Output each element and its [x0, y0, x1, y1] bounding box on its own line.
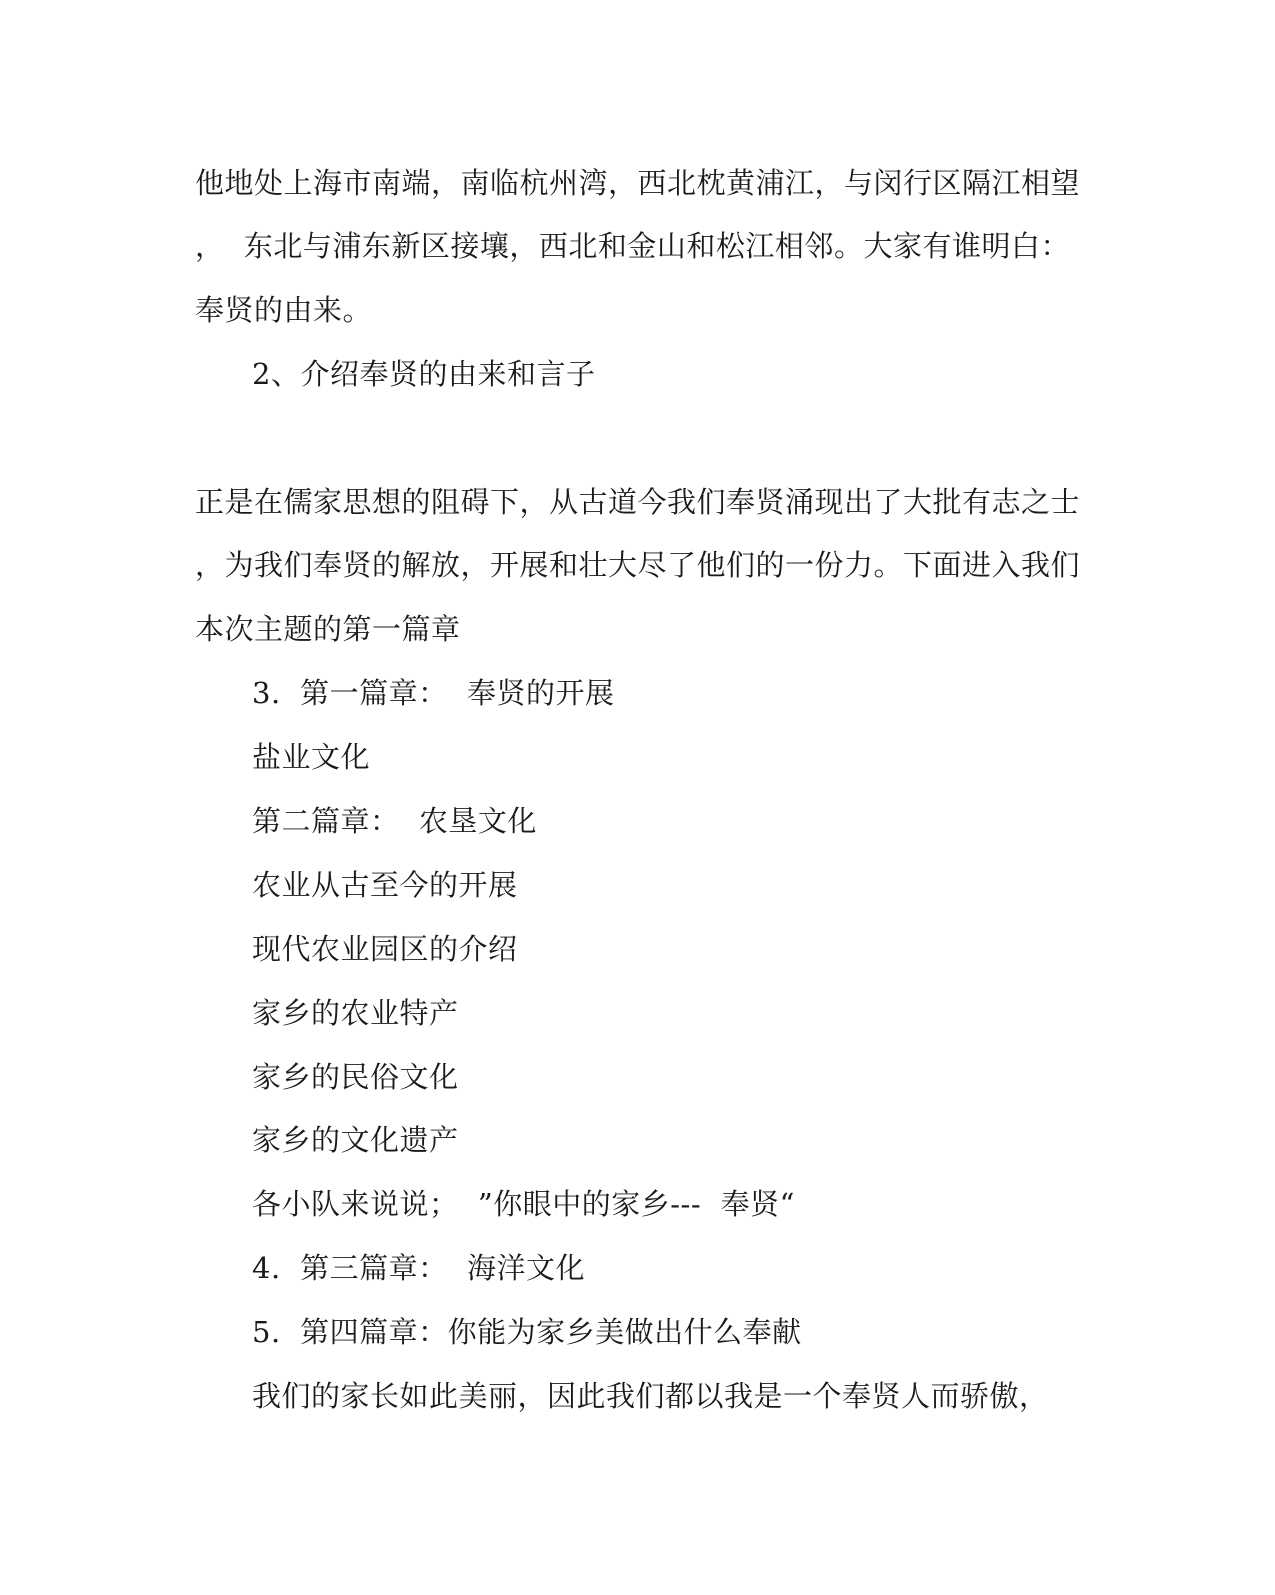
- section-heading: 第二篇章： 农垦文化: [252, 804, 537, 838]
- list-item: 家乡的民俗文化: [252, 1060, 459, 1094]
- paragraph-line: 奉贤的由来。: [195, 293, 373, 327]
- paragraph-line: 他地处上海市南端，南临杭州湾，西北枕黄浦江，与闵行区隔江相望: [195, 166, 1081, 200]
- paragraph-line: ， 东北与浦东新区接壤，西北和金山和松江相邻。大家有谁明白：: [195, 229, 1070, 263]
- section-heading: 3. 第一篇章： 奉贤的开展: [252, 676, 615, 710]
- list-item: 家乡的农业特产: [252, 996, 459, 1030]
- paragraph-line: ，为我们奉贤的解放，开展和壮大尽了他们的一份力。下面进入我们: [195, 548, 1081, 582]
- paragraph-line: 本次主题的第一篇章: [195, 612, 461, 646]
- list-item: 各小队来说说； ”你眼中的家乡--- 奉贤“: [252, 1187, 795, 1221]
- list-item: 盐业文化: [252, 740, 371, 774]
- list-item: 家乡的文化遗产: [252, 1123, 459, 1157]
- section-heading: 2、介绍奉贤的由来和言子: [252, 357, 596, 391]
- paragraph-line: 正是在儒家思想的阻碍下，从古道今我们奉贤涌现出了大批有志之士: [195, 485, 1081, 519]
- list-item: 农业从古至今的开展: [252, 868, 518, 902]
- paragraph-line: 我们的家长如此美丽，因此我们都以我是一个奉贤人而骄傲，: [252, 1379, 1049, 1413]
- list-item: 现代农业园区的介绍: [252, 932, 518, 966]
- section-heading: 4. 第三篇章： 海洋文化: [252, 1251, 586, 1285]
- section-heading: 5. 第四篇章：你能为家乡美做出什么奉献: [252, 1315, 802, 1349]
